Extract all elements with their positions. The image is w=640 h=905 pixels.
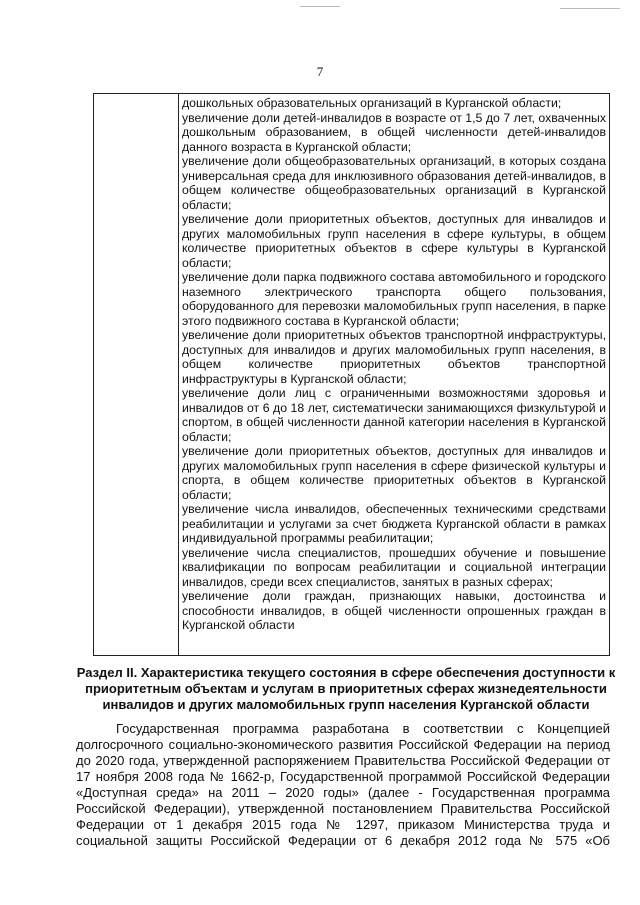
- goal-item: увеличение доли приоритетных объектов транспортной инфраструктуры, доступных для инвалидов и других маломобильных групп населения, в общем количестве приоритетных объектов транспортной инфраструктуры в Курганской области;: [182, 328, 606, 386]
- goals-table: [93, 93, 610, 656]
- page-number: 7: [316, 64, 324, 79]
- scan-artifact: [300, 6, 340, 7]
- goal-item: увеличение числа инвалидов, обеспеченных техническими средствами реабилитации и услугами за счет бюджета Курганской области в рамках индивидуальной программы реабилитации;: [182, 502, 606, 545]
- table-right-column: [182, 96, 606, 633]
- body-paragraph: Государственная программа разработана в соответствии с Концепцией долгосрочного социально-экономического развития Российской Федерации на период до 2020 года, утвержденной распоряжением Правительства Российской Федерации от 17 ноября 2008 года № 1662-р, Государственной программой Российской Федерации «Доступная среда» на 2011 – 2020 годы» (далее - Государственная программа Российской Федерации), утвержденной постановлением Правительства Российской Федерации от 1 декабря 2015 года № 1297, приказом Министерства труда и социальной защиты Российской Федерации от 6 декабря 2012 года № 575 «Об: [76, 721, 610, 848]
- body-paragraph-block: [76, 721, 610, 849]
- scan-artifact: [560, 8, 620, 9]
- goal-item: увеличение числа специалистов, прошедших обучение и повышение квалификации по вопросам реабилитации и социальной интеграции инвалидов, среди всех специалистов, занятых в разных сферах;: [182, 545, 606, 589]
- goal-item: увеличение доли парка подвижного состава автомобильного и городского наземного электрического транспорта общего пользования, оборудованного для перевозки маломобильных групп населения, в парке этого подвижного состава в Курганской области;: [182, 270, 606, 328]
- goal-item: увеличение доли граждан, признающих навыки, достоинства и способности инвалидов, в общей численности опрошенных граждан в Курганской области: [182, 589, 606, 632]
- goal-item: дошкольных образовательных организаций в Курганской области;: [182, 96, 562, 110]
- goal-item: увеличение доли детей-инвалидов в возрасте от 1,5 до 7 лет, охваченных дошкольным образованием, в общей численности детей-инвалидов данного возраста в Курганской области;: [182, 110, 606, 154]
- goal-item: увеличение доли приоритетных объектов, доступных для инвалидов и других маломобильных групп населения в сфере физической культуры и спорта, в общем количестве приоритетных объектов в Курганской области;: [182, 444, 606, 502]
- goal-item: увеличение доли лиц с ограниченными возможностями здоровья и инвалидов от 6 до 18 лет, систематически занимающихся физкультурой и спортом, в общей численности данной категории населения в Курганской области;: [182, 386, 606, 444]
- goal-item: увеличение доли общеобразовательных организаций, в которых создана универсальная среда для инклюзивного образования детей-инвалидов, в общем количестве общеобразовательных организаций в Курганской области;: [182, 154, 606, 212]
- table-left-column: [94, 94, 179, 655]
- section-heading: Раздел II. Характеристика текущего состояния в сфере обеспечения доступности к приоритетным объектам и услугам в приоритетных сферах жизнедеятельности инвалидов и других маломобильных групп населения Курганской области: [76, 665, 616, 712]
- goal-item: увеличение доли приоритетных объектов, доступных для инвалидов и других маломобильных групп населения в сфере культуры, в общем количестве приоритетных объектов в сфере культуры в Курганской области;: [182, 212, 606, 270]
